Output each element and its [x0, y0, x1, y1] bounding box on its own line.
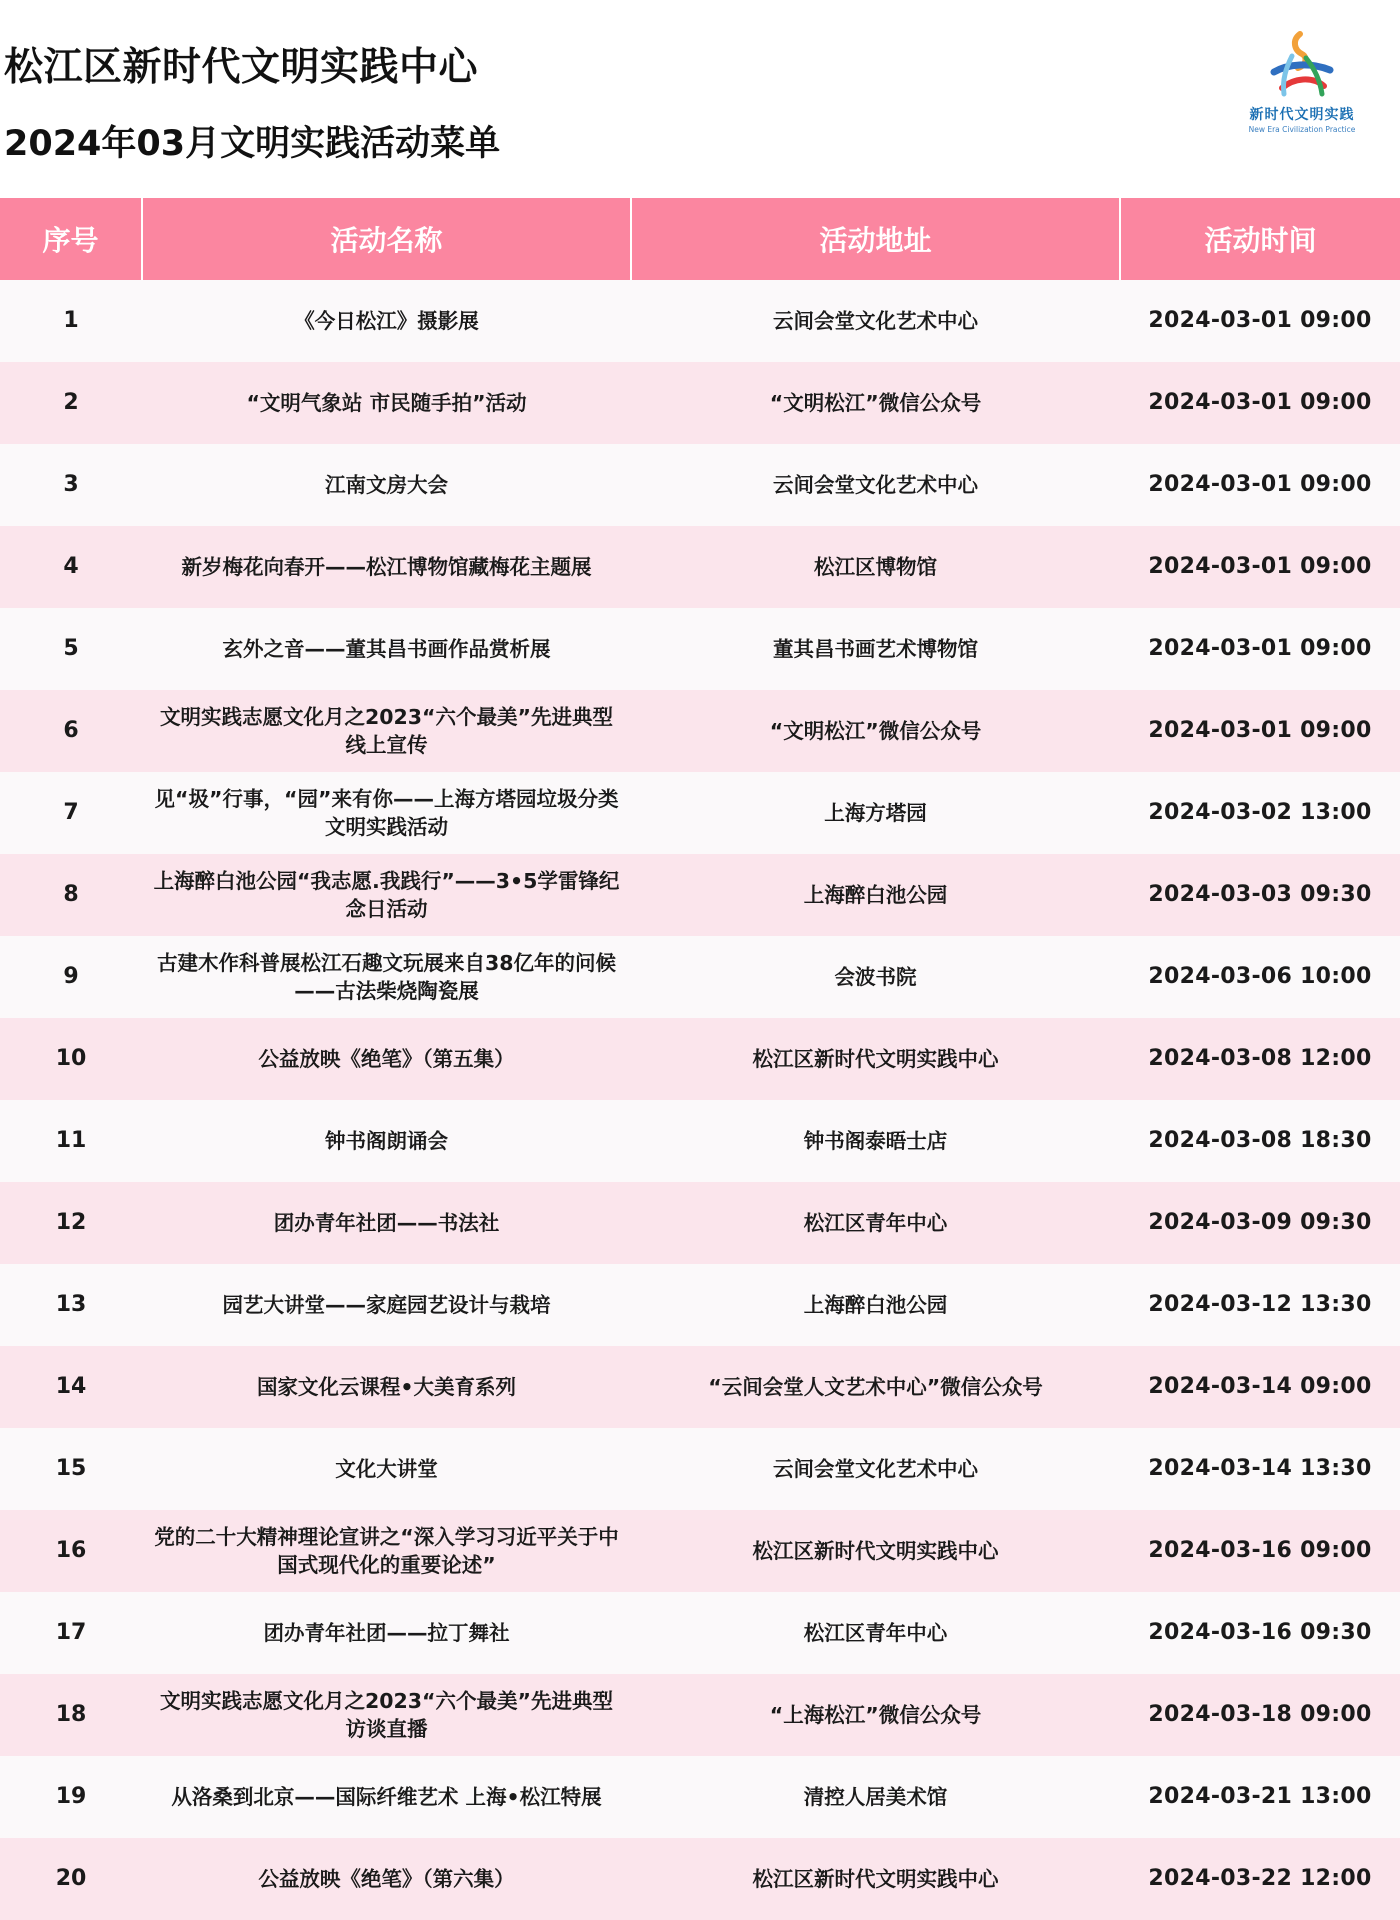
activity-name: 文明实践志愿文化月之2023“六个最美”先进典型访谈直播: [142, 1674, 631, 1756]
activity-time: 2024-03-03 09:30: [1120, 854, 1400, 936]
row-number: 11: [0, 1100, 142, 1182]
table-row: [0, 1018, 1400, 1100]
table-row: [0, 1592, 1400, 1674]
table-row: [0, 1756, 1400, 1838]
activity-place: 松江区青年中心: [631, 1592, 1120, 1674]
activity-time: 2024-03-12 13:30: [1120, 1264, 1400, 1346]
activity-name: 公益放映《绝笔》（第五集）: [142, 1018, 631, 1100]
activity-time: 2024-03-21 13:00: [1120, 1756, 1400, 1838]
activity-name: “文明气象站 市民随手拍”活动: [142, 362, 631, 444]
row-number: 18: [0, 1674, 142, 1756]
activity-place: 上海方塔园: [631, 772, 1120, 854]
activity-name: 玄外之音——董其昌书画作品赏析展: [142, 608, 631, 690]
activity-place: 董其昌书画艺术博物馆: [631, 608, 1120, 690]
activity-name: 《今日松江》摄影展: [142, 280, 631, 362]
table-row: [0, 444, 1400, 526]
table-header-row: [0, 198, 1400, 280]
activity-time: 2024-03-01 09:00: [1120, 608, 1400, 690]
row-number: 16: [0, 1510, 142, 1592]
logo-text-en: New Era Civilization Practice: [1248, 125, 1356, 134]
activity-place: “文明松江”微信公众号: [631, 690, 1120, 772]
activity-place: 松江区新时代文明实践中心: [631, 1838, 1120, 1920]
table-row: [0, 936, 1400, 1018]
table-row: [0, 1674, 1400, 1756]
activity-time: 2024-03-06 10:00: [1120, 936, 1400, 1018]
activity-time: 2024-03-18 09:00: [1120, 1674, 1400, 1756]
logo: [1232, 28, 1372, 148]
activity-name: 文化大讲堂: [142, 1428, 631, 1510]
row-number: 9: [0, 936, 142, 1018]
activity-name: 团办青年社团——书法社: [142, 1182, 631, 1264]
row-number: 3: [0, 444, 142, 526]
row-number: 6: [0, 690, 142, 772]
activity-time: 2024-03-09 09:30: [1120, 1182, 1400, 1264]
activity-name: 古建木作科普展松江石趣文玩展来自38亿年的问候——古法柴烧陶瓷展: [142, 936, 631, 1018]
row-number: 12: [0, 1182, 142, 1264]
table-row: [0, 1510, 1400, 1592]
page-title: 松江区新时代文明实践中心: [4, 45, 479, 90]
table-row: [0, 1264, 1400, 1346]
activity-time: 2024-03-08 12:00: [1120, 1018, 1400, 1100]
activity-name: 公益放映《绝笔》（第六集）: [142, 1838, 631, 1920]
table-row: [0, 526, 1400, 608]
row-number: 1: [0, 280, 142, 362]
table-row: [0, 280, 1400, 362]
column-header-activity-place: 活动地址: [631, 198, 1120, 280]
row-number: 5: [0, 608, 142, 690]
row-number: 20: [0, 1838, 142, 1920]
activity-name: 团办青年社团——拉丁舞社: [142, 1592, 631, 1674]
activity-name: 园艺大讲堂——家庭园艺设计与栽培: [142, 1264, 631, 1346]
activity-place: 上海醉白池公园: [631, 854, 1120, 936]
activity-place: 松江区青年中心: [631, 1182, 1120, 1264]
activity-time: 2024-03-01 09:00: [1120, 280, 1400, 362]
activity-name: 党的二十大精神理论宣讲之“深入学习习近平关于中国式现代化的重要论述”: [142, 1510, 631, 1592]
activity-time: 2024-03-22 12:00: [1120, 1838, 1400, 1920]
column-header-activity-time: 活动时间: [1120, 198, 1400, 280]
activity-table: [0, 198, 1400, 1920]
activity-name: 从洛桑到北京——国际纤维艺术 上海•松江特展: [142, 1756, 631, 1838]
table-row: [0, 608, 1400, 690]
activity-place: “云间会堂人文艺术中心”微信公众号: [631, 1346, 1120, 1428]
activity-place: “文明松江”微信公众号: [631, 362, 1120, 444]
row-number: 13: [0, 1264, 142, 1346]
row-number: 2: [0, 362, 142, 444]
activity-time: 2024-03-16 09:00: [1120, 1510, 1400, 1592]
activity-time: 2024-03-16 09:30: [1120, 1592, 1400, 1674]
activity-place: 会波书院: [631, 936, 1120, 1018]
activity-time: 2024-03-01 09:00: [1120, 526, 1400, 608]
activity-name: 上海醉白池公园“我志愿.我践行”——3•5学雷锋纪念日活动: [142, 854, 631, 936]
row-number: 10: [0, 1018, 142, 1100]
row-number: 17: [0, 1592, 142, 1674]
activity-name: 见“圾”行事，“园”来有你——上海方塔园垃圾分类文明实践活动: [142, 772, 631, 854]
activity-time: 2024-03-08 18:30: [1120, 1100, 1400, 1182]
row-number: 15: [0, 1428, 142, 1510]
activity-name: 钟书阁朗诵会: [142, 1100, 631, 1182]
activity-place: 上海醉白池公园: [631, 1264, 1120, 1346]
table-row: [0, 1182, 1400, 1264]
row-number: 8: [0, 854, 142, 936]
activity-place: 清控人居美术馆: [631, 1756, 1120, 1838]
table-row: [0, 362, 1400, 444]
activity-place: 云间会堂文化艺术中心: [631, 1428, 1120, 1510]
activity-name: 文明实践志愿文化月之2023“六个最美”先进典型线上宣传: [142, 690, 631, 772]
table-row: [0, 1428, 1400, 1510]
activity-place: 云间会堂文化艺术中心: [631, 280, 1120, 362]
activity-time: 2024-03-14 09:00: [1120, 1346, 1400, 1428]
activity-time: 2024-03-02 13:00: [1120, 772, 1400, 854]
table-row: [0, 1838, 1400, 1920]
table-row: [0, 690, 1400, 772]
row-number: 19: [0, 1756, 142, 1838]
row-number: 7: [0, 772, 142, 854]
row-number: 4: [0, 526, 142, 608]
activity-time: 2024-03-14 13:30: [1120, 1428, 1400, 1510]
column-header-number: 序号: [0, 198, 142, 280]
activity-place: 松江区新时代文明实践中心: [631, 1018, 1120, 1100]
activity-place: “上海松江”微信公众号: [631, 1674, 1120, 1756]
logo-text-cn: 新时代文明实践: [1249, 107, 1355, 123]
activity-name: 江南文房大会: [142, 444, 631, 526]
table-row: [0, 772, 1400, 854]
activity-time: 2024-03-01 09:00: [1120, 362, 1400, 444]
activity-place: 钟书阁泰晤士店: [631, 1100, 1120, 1182]
table-row: [0, 1346, 1400, 1428]
column-header-activity-name: 活动名称: [142, 198, 631, 280]
activity-name: 新岁梅花向春开——松江博物馆藏梅花主题展: [142, 526, 631, 608]
activity-name: 国家文化云课程•大美育系列: [142, 1346, 631, 1428]
activity-place: 云间会堂文化艺术中心: [631, 444, 1120, 526]
activity-time: 2024-03-01 09:00: [1120, 444, 1400, 526]
table-row: [0, 1100, 1400, 1182]
row-number: 14: [0, 1346, 142, 1428]
activity-time: 2024-03-01 09:00: [1120, 690, 1400, 772]
activity-place: 松江区新时代文明实践中心: [631, 1510, 1120, 1592]
table-row: [0, 854, 1400, 936]
new-era-civilization-logo-icon: [1262, 28, 1342, 102]
activity-place: 松江区博物馆: [631, 526, 1120, 608]
page-subtitle: 2024年03月文明实践活动菜单: [4, 124, 501, 164]
